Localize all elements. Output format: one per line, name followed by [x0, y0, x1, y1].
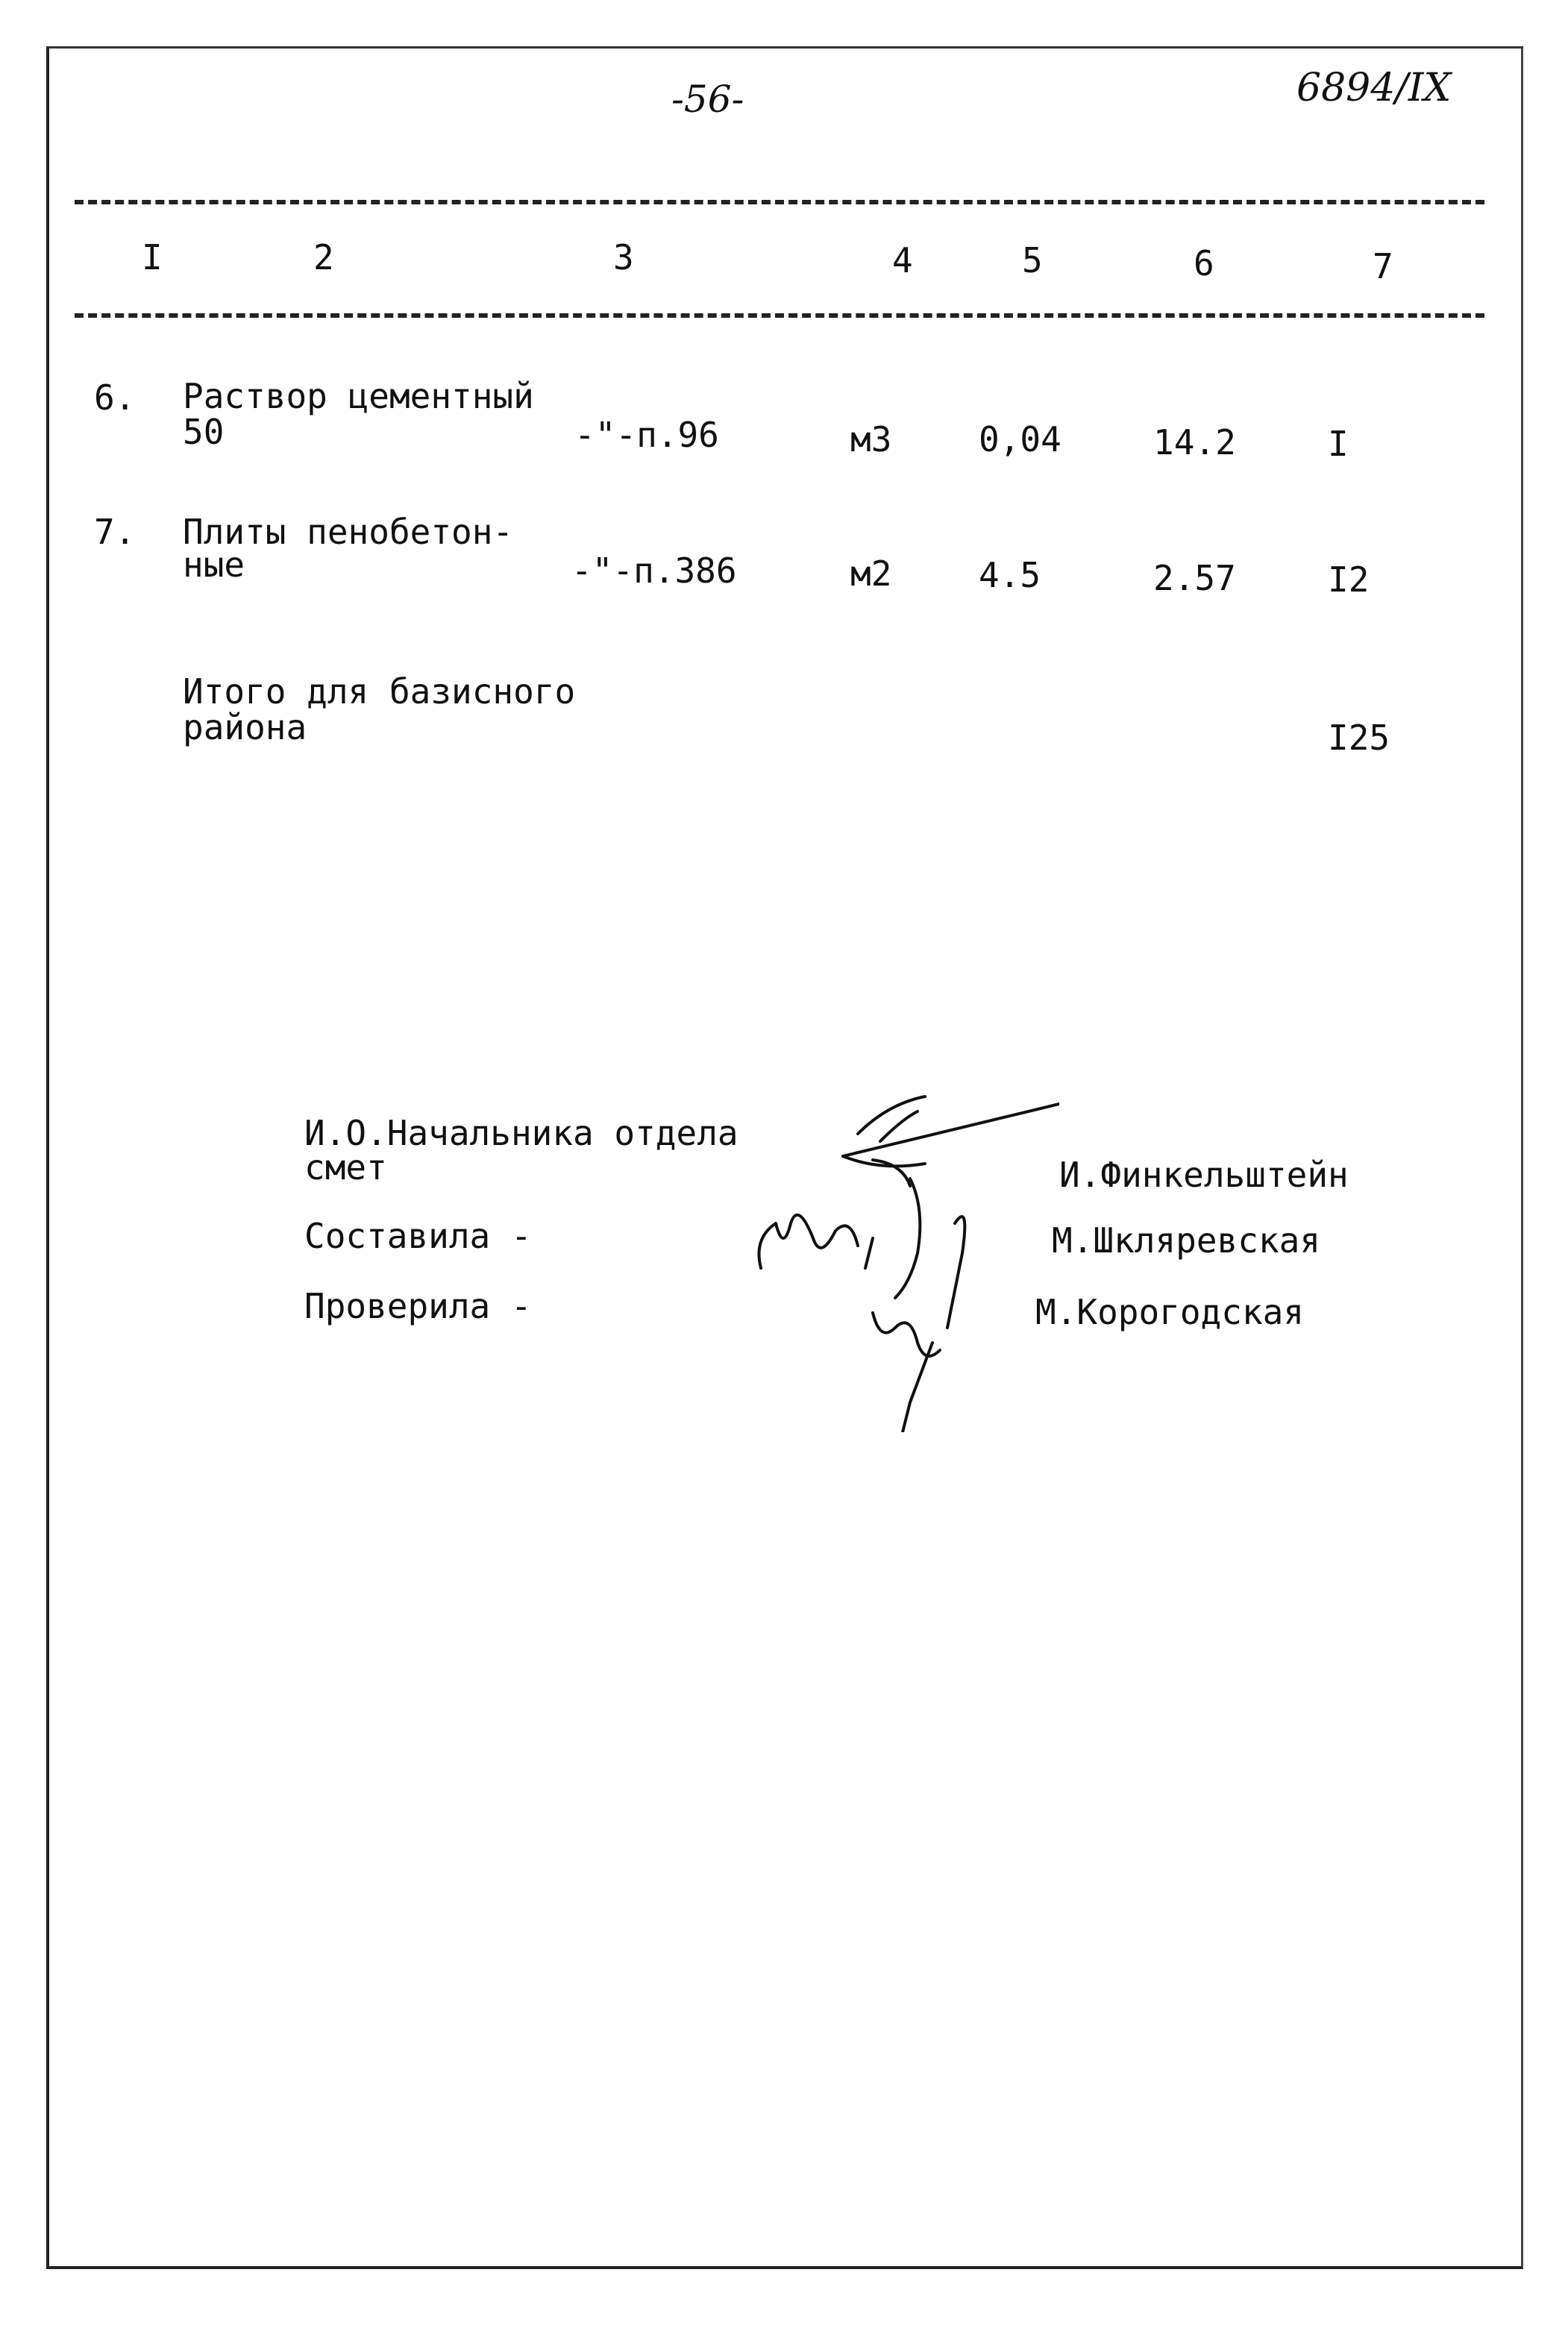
column-header-6: 6	[1194, 243, 1214, 283]
signature-role-compiled: Составила -	[304, 1216, 532, 1256]
row-7-number: 7.	[94, 512, 136, 552]
column-header-1: I	[142, 237, 163, 277]
row-7-price: 2.57	[1153, 558, 1236, 598]
summary-total: I25	[1328, 718, 1390, 758]
column-header-5: 5	[1022, 240, 1043, 280]
row-7-total: I2	[1328, 559, 1370, 600]
signature-role-checked: Проверила -	[304, 1286, 532, 1326]
row-7-reference: -"-п.386	[571, 550, 737, 591]
row-6-name-line-1: Раствор цементный	[183, 376, 534, 416]
column-header-2: 2	[313, 237, 334, 277]
row-6-reference: -"-п.96	[574, 415, 719, 455]
page-number: -56-	[671, 78, 744, 121]
signature-role-head-line-2: смет	[304, 1147, 387, 1188]
row-6-unit: м3	[850, 419, 892, 459]
row-6-total: I	[1328, 424, 1349, 464]
signature-role-head-line-1: И.О.Начальника отдела	[304, 1113, 738, 1153]
document-code: 6894/IX	[1296, 66, 1452, 110]
row-7-name-line-2: ные	[183, 545, 245, 585]
row-6-name-line-2: 50	[183, 412, 225, 452]
header-bottom-rule	[75, 313, 1484, 318]
summary-label-line-2: района	[183, 707, 307, 747]
summary-label-line-1: Итого для базисного	[183, 671, 576, 712]
signature-name-3: М.Корогодская	[1035, 1292, 1305, 1332]
column-header-3: 3	[613, 237, 634, 277]
row-6-price: 14.2	[1153, 422, 1236, 462]
signature-name-1: И.Финкельштейн	[1059, 1155, 1349, 1195]
row-7-unit: м2	[850, 553, 892, 594]
row-6-quantity: 0,04	[979, 419, 1061, 459]
signature-name-2: М.Шкляревская	[1052, 1220, 1321, 1261]
handwritten-signatures	[731, 1089, 1059, 1432]
column-header-7: 7	[1373, 246, 1393, 286]
row-6-number: 6.	[94, 377, 136, 418]
header-top-rule	[75, 200, 1484, 204]
row-7-quantity: 4.5	[979, 555, 1041, 595]
row-7-name-line-1: Плиты пенобетон-	[183, 512, 514, 552]
column-header-4: 4	[892, 240, 913, 280]
